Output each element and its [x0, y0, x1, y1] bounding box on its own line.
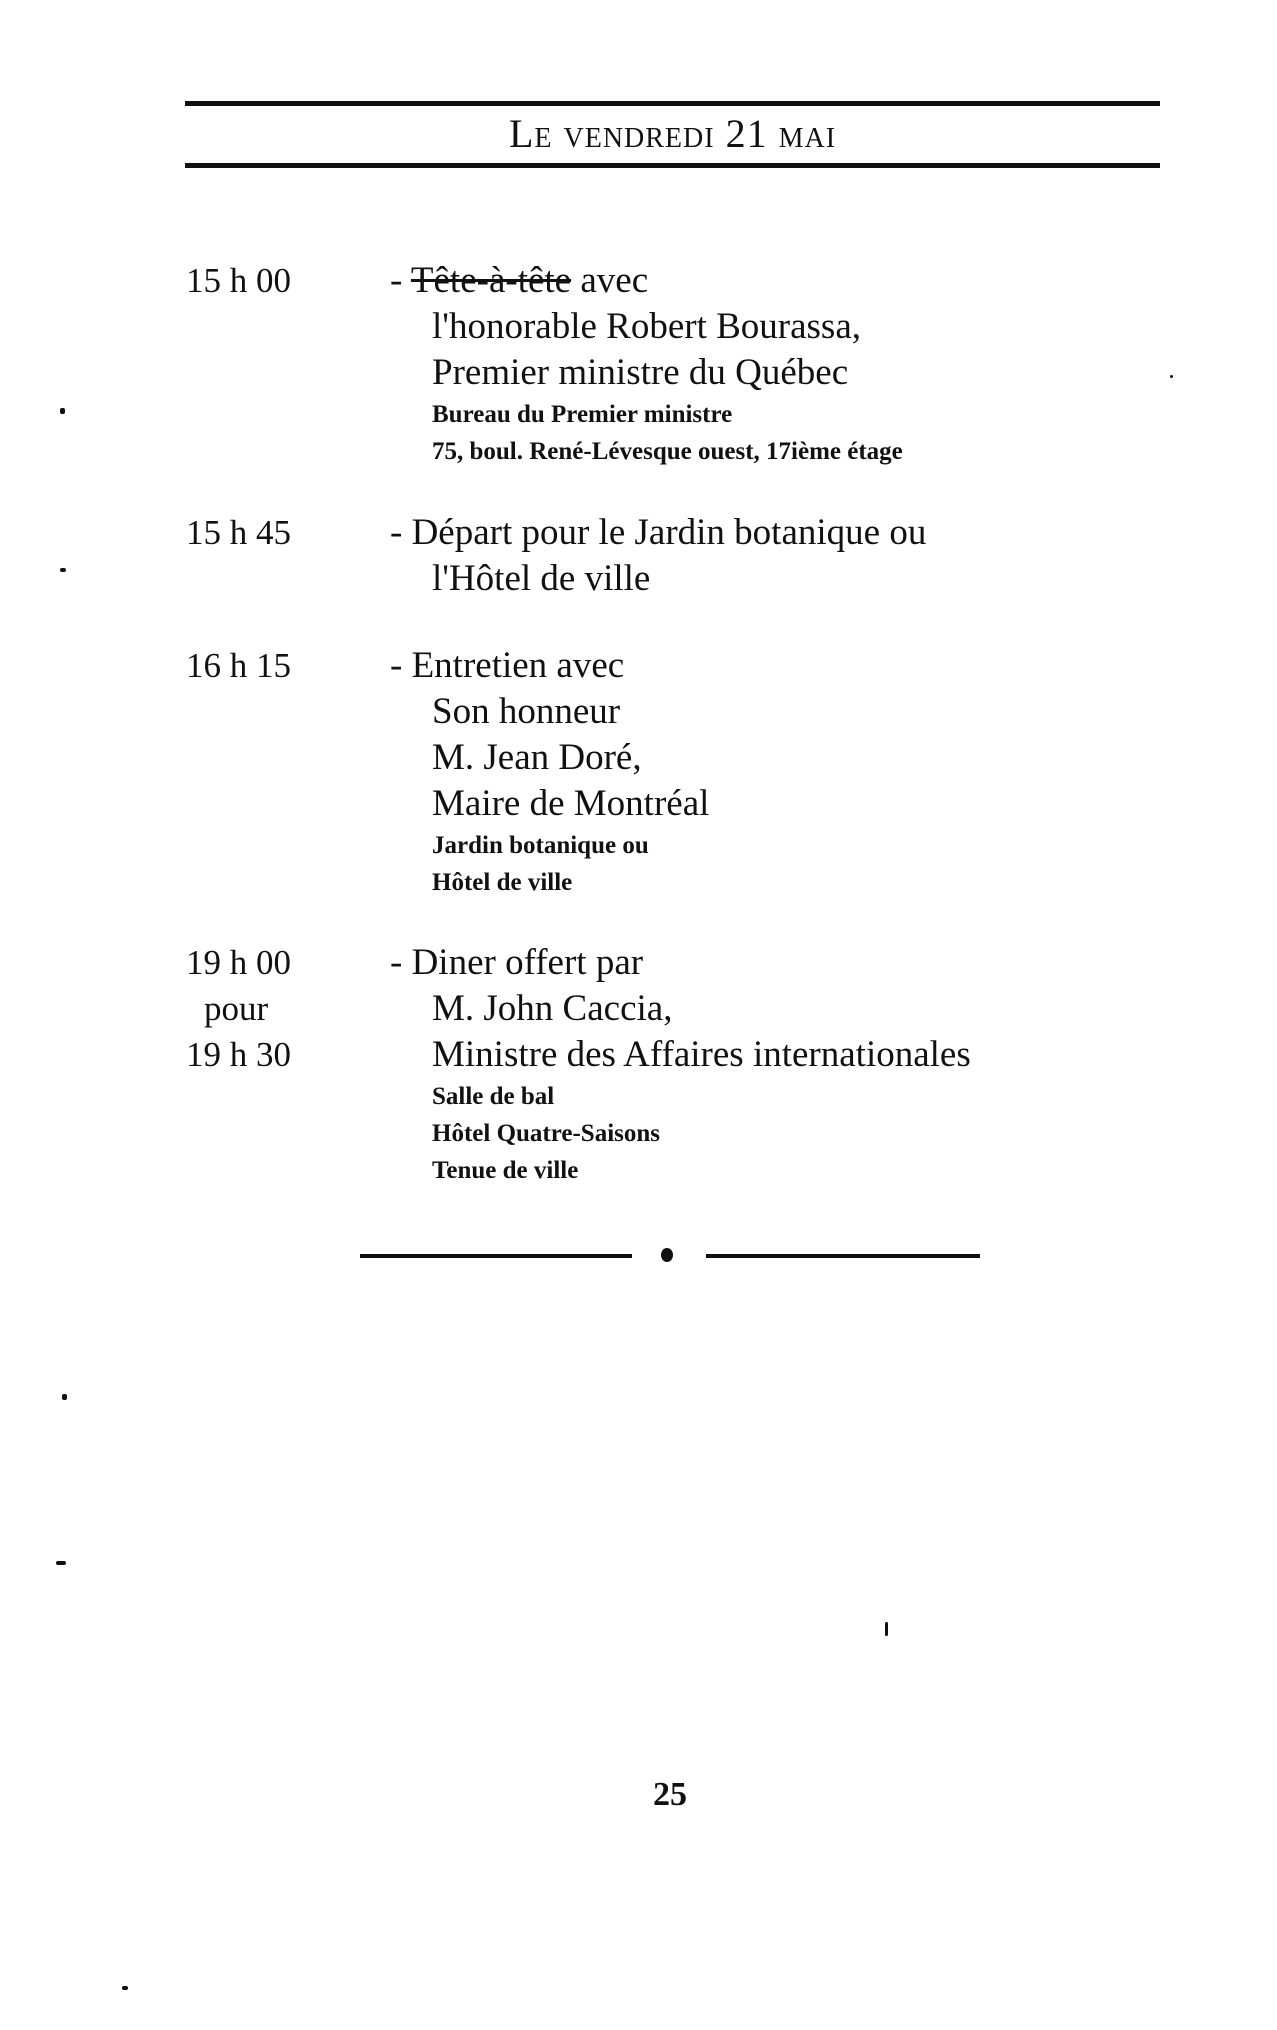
entry-location: Salle de bal: [432, 1083, 555, 1110]
scan-speck: [885, 1622, 888, 1636]
schedule-time-4: [186, 940, 346, 1078]
entry-location: Jardin botanique ou: [432, 832, 649, 859]
time-line: 15 h 00: [186, 261, 291, 300]
entry-location: Hôtel Quatre-Saisons: [432, 1120, 661, 1147]
entry-title: [390, 258, 1128, 304]
entry-title: - Diner offert par: [390, 942, 644, 983]
entry-location: Bureau du Premier ministre: [432, 401, 733, 428]
schedule-entry-3: [390, 643, 1128, 901]
entry-title-struck: Tête-à-tête: [410, 260, 572, 301]
header-bottom-rule: [185, 163, 1160, 168]
page-title: Le vendredi 21 mai: [508, 111, 837, 156]
entry-location: 75, boul. René-Lévesque ouest, 17ième étage: [432, 438, 903, 465]
time-line: 15 h 45: [186, 513, 291, 552]
scan-speck: [122, 1986, 128, 1990]
entry-title: - Départ pour le Jardin botanique ou: [390, 512, 927, 553]
time-line: 19 h 00: [186, 943, 291, 982]
ornament-dot: [661, 1248, 673, 1262]
entry-line: Premier ministre du Québec: [432, 352, 849, 393]
scan-speck: [1170, 375, 1173, 378]
scan-speck: [60, 408, 65, 414]
scan-speck: [62, 1394, 67, 1400]
entry-location: Tenue de ville: [432, 1157, 579, 1184]
schedule-entry-4: [390, 940, 1128, 1189]
entry-line: M. Jean Doré,: [432, 737, 642, 778]
time-line: 19 h 30: [186, 1035, 291, 1074]
schedule-time-3: [186, 643, 346, 689]
schedule-time-1: [186, 258, 346, 304]
entry-line: M. John Caccia,: [432, 988, 673, 1029]
scan-speck: [56, 1561, 66, 1565]
entry-title-prefix: -: [390, 260, 411, 301]
schedule-entry-2: [390, 510, 1128, 602]
page-number: 25: [653, 1776, 687, 1813]
entry-line: l'Hôtel de ville: [432, 558, 651, 599]
scan-speck: [60, 568, 66, 572]
entry-line: Ministre des Affaires internationales: [432, 1034, 971, 1075]
ornament-rule-left: [360, 1254, 632, 1258]
entry-location: Hôtel de ville: [432, 869, 573, 896]
entry-title: - Entretien avec: [390, 645, 625, 686]
time-line: 16 h 15: [186, 646, 291, 685]
footer-ornament: [360, 1240, 980, 1270]
ornament-rule-right: [706, 1254, 980, 1258]
entry-line: Maire de Montréal: [432, 783, 710, 824]
entry-line: l'honorable Robert Bourassa,: [432, 306, 861, 347]
entry-title-rest: avec: [571, 260, 649, 301]
entry-line: Son honneur: [432, 691, 621, 732]
schedule-entry-1: [390, 258, 1128, 470]
time-line: pour: [204, 989, 269, 1028]
schedule-time-2: [186, 510, 346, 556]
